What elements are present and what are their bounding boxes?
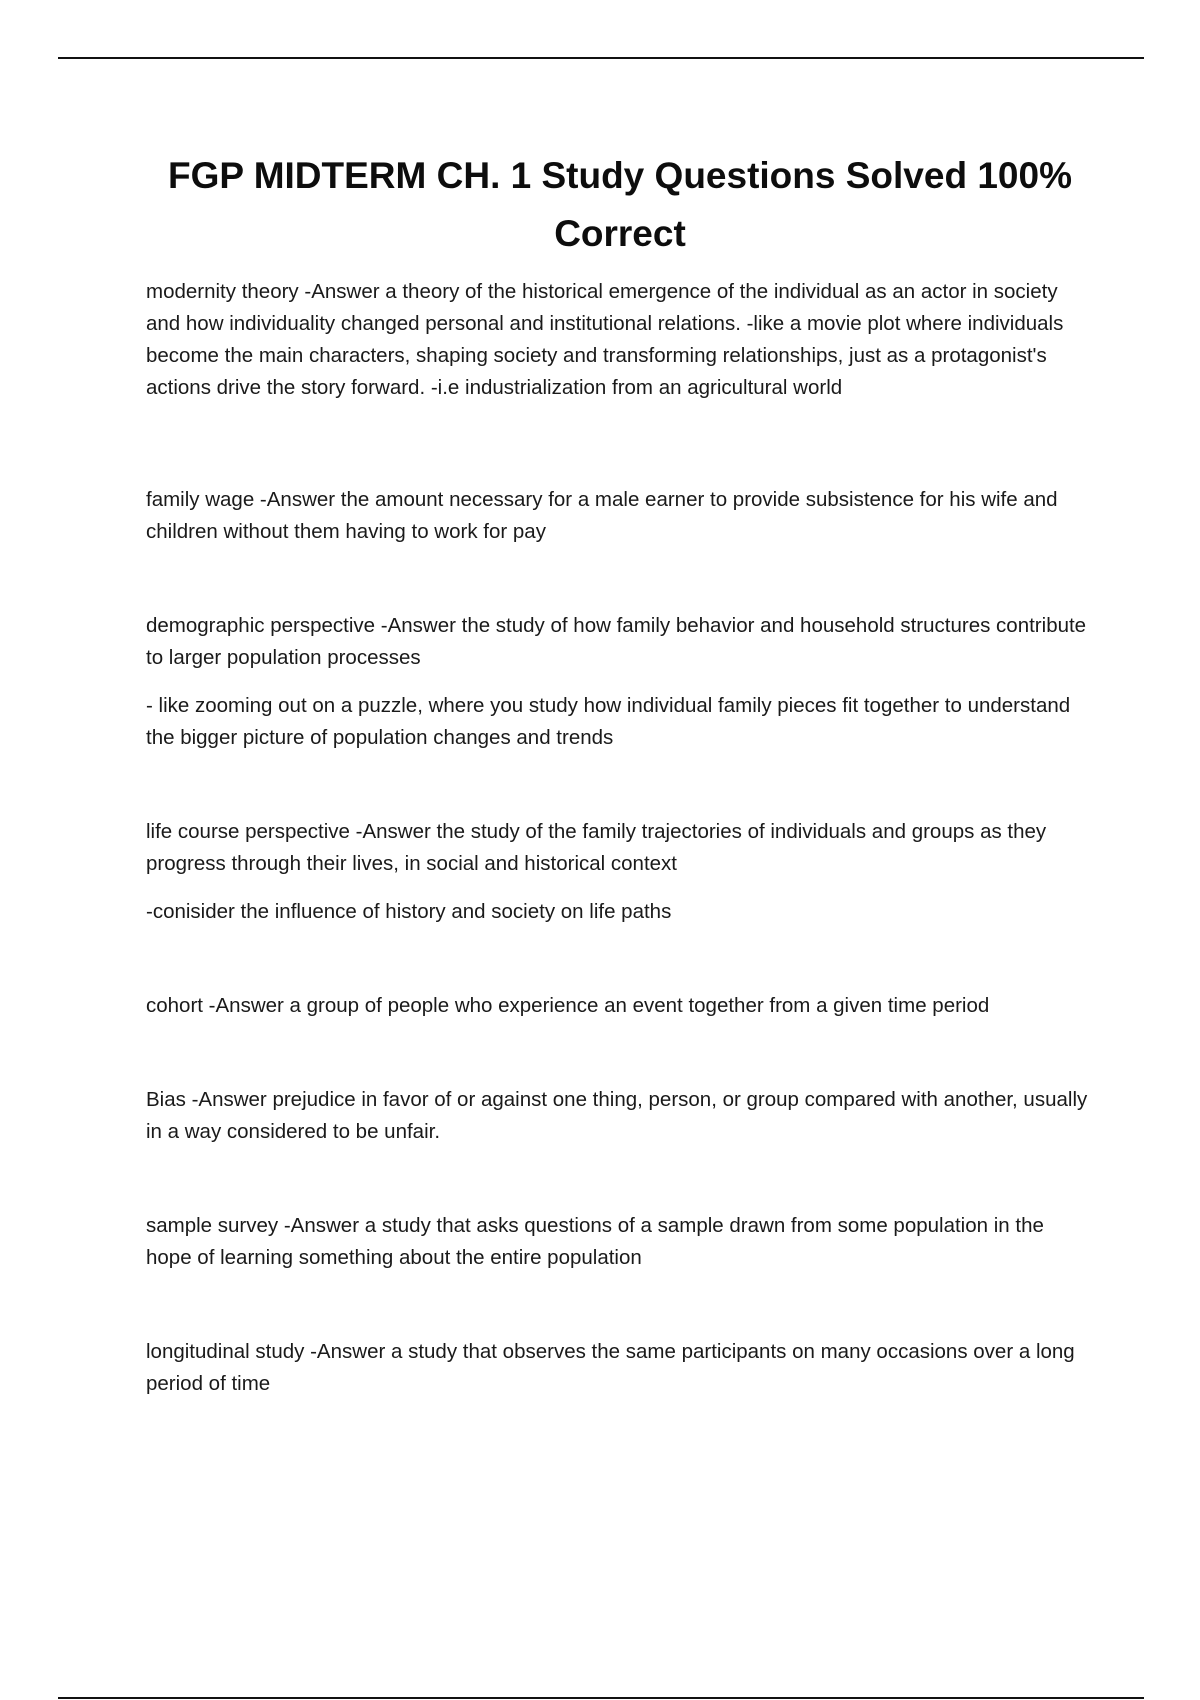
- entry-longitudinal-study: [146, 1336, 1091, 1400]
- entry-text: family wage -Answer the amount necessary for a male earner to provide subsistence for his wife and children without them having to work for pay: [146, 488, 1058, 543]
- entry-text: demographic perspective -Answer the study of how family behavior and household structures contribute to larger population processes: [146, 614, 1087, 669]
- bottom-divider: [58, 1697, 1144, 1699]
- entry-text: cohort -Answer a group of people who experience an event together from a given time period: [146, 994, 990, 1017]
- entry-note: - like zooming out on a puzzle, where you study how individual family pieces fit together to understand the bigger picture of population changes and trends: [146, 694, 1071, 749]
- entry-text: longitudinal study -Answer a study that observes the same participants on many occasions over a long period of time: [146, 1340, 1075, 1395]
- entry-text: modernity theory -Answer a theory of the historical emergence of the individual as an actor in society and how individuality changed personal and institutional relations. -like a movie plot where individuals become the main characters, shaping society and transforming relationships, just as a protagonist's actions drive the story forward. -i.e industrialization from an agricultural world: [146, 280, 1064, 399]
- entry-bias: [146, 1084, 1091, 1148]
- document-body: [146, 276, 1091, 1400]
- entry-text: life course perspective -Answer the study of the family trajectories of individuals and groups as they progress through their lives, in social and historical context: [146, 820, 1047, 875]
- entry-life-course-perspective: [146, 816, 1091, 928]
- entry-cohort: [146, 990, 1091, 1022]
- top-divider: [58, 57, 1144, 59]
- entry-demographic-perspective: [146, 610, 1091, 754]
- entry-sample-survey: [146, 1210, 1091, 1274]
- entry-modernity-theory: [146, 276, 1091, 404]
- entry-note: -conisider the influence of history and society on life paths: [146, 900, 672, 923]
- entry-text: sample survey -Answer a study that asks questions of a sample drawn from some population in the hope of learning something about the entire population: [146, 1214, 1044, 1269]
- document-title: FGP MIDTERM CH. 1 Study Questions Solved 100% Correct: [168, 155, 1072, 254]
- entry-family-wage: [146, 484, 1091, 548]
- entry-text: Bias -Answer prejudice in favor of or against one thing, person, or group compared with another, usually in a way considered to be unfair.: [146, 1088, 1088, 1143]
